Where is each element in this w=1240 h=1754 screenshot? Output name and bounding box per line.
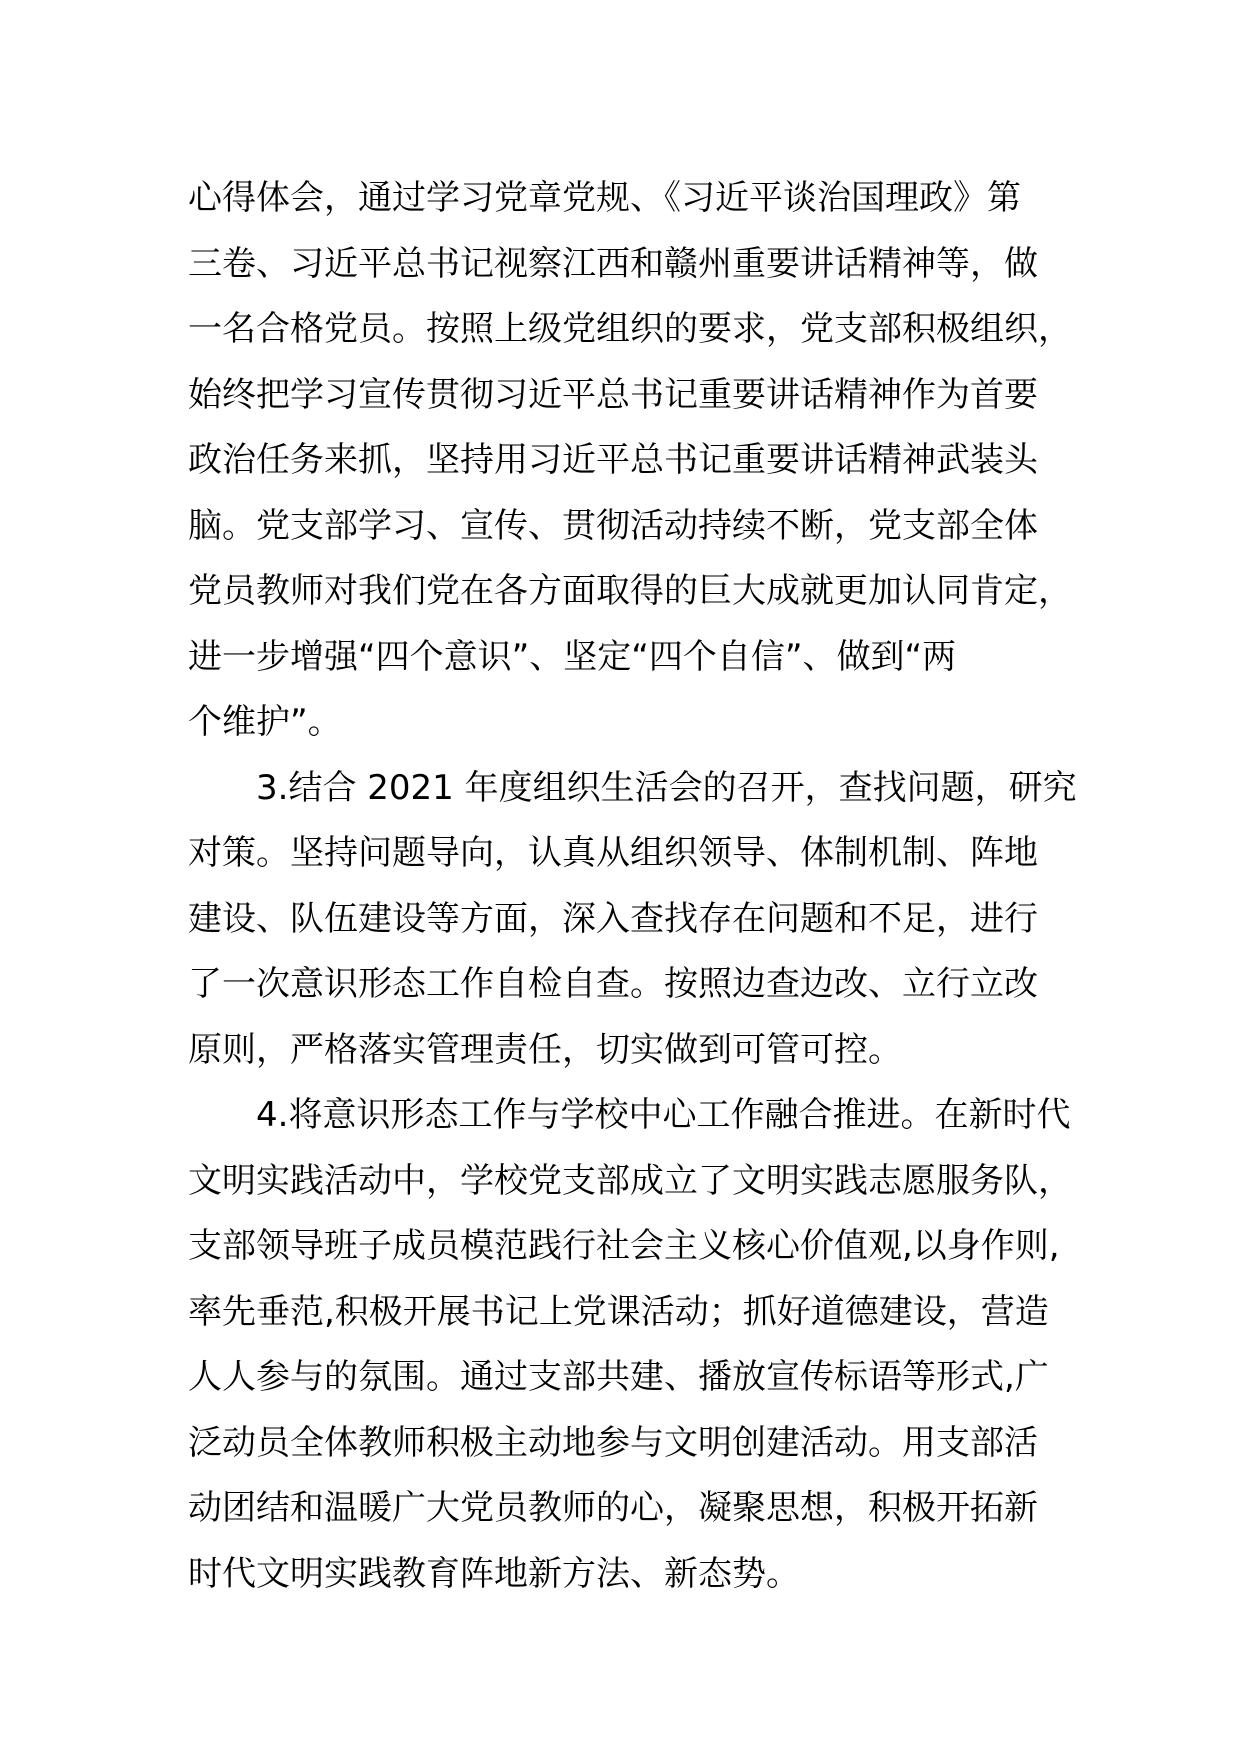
text-line: 率先垂范,积极开展书记上党课活动；抓好道德建设，营造 <box>188 1291 1049 1332</box>
text-line: 进一步增强“四个意识”、坚定“四个自信”、做到“两 <box>188 636 957 677</box>
text-line: 支部领导班子成员模范践行社会主义核心价值观,以身作则, <box>188 1226 1060 1266</box>
text-line: 建设、队伍建设等方面，深入查找存在问题和不足，进行 <box>188 898 1038 939</box>
text-line: 党员教师对我们党在各方面取得的巨大成就更加认同肯定， <box>188 571 1072 611</box>
paragraph-4-first-line: 4.将意识形态工作与学校中心工作融合推进。在新时代 <box>256 1095 1071 1135</box>
text-line: 脑。党支部学习、宣传、贯彻活动持续不断，党支部全体 <box>188 505 1038 546</box>
text-line: 文明实践活动中，学校党支部成立了文明实践志愿服务队， <box>188 1160 1072 1201</box>
text-line: 了一次意识形态工作自检自查。按照边查边改、立行立改 <box>188 964 1038 1004</box>
text-line: 始终把学习宣传贯彻习近平总书记重要讲话精神作为首要 <box>188 374 1038 415</box>
body-text <box>188 166 1077 1607</box>
text-line: 动团结和温暖广大党员教师的心，凝聚思想，积极开拓新 <box>188 1488 1038 1528</box>
text-line: 心得体会，通过学习党章党规、《习近平谈治国理政》第 <box>188 178 1021 218</box>
text-line: 对策。坚持问题导向，认真从组织领导、体制机制、阵地 <box>188 833 1038 873</box>
text-line: 泛动员全体教师积极主动地参与文明创建活动。用支部活 <box>188 1422 1038 1463</box>
text-line: 三卷、习近平总书记视察江西和赣州重要讲话精神等，做 <box>188 243 1038 284</box>
paragraph-3-first-line: 3.结合 2021 年度组织生活会的召开，查找问题，研究 <box>256 767 1077 808</box>
text-line: 人人参与的氛围。通过支部共建、播放宣传标语等形式,广 <box>188 1357 1049 1397</box>
text-line: 原则，严格落实管理责任，切实做到可管可控。 <box>188 1029 902 1070</box>
text-line: 一名合格党员。按照上级党组织的要求，党支部积极组织， <box>188 309 1072 349</box>
text-line: 个维护”。 <box>188 702 342 742</box>
text-line: 政治任务来抓，坚持用习近平总书记重要讲话精神武装头 <box>188 440 1038 480</box>
text-line: 时代文明实践教育阵地新方法、新态势。 <box>188 1553 800 1594</box>
